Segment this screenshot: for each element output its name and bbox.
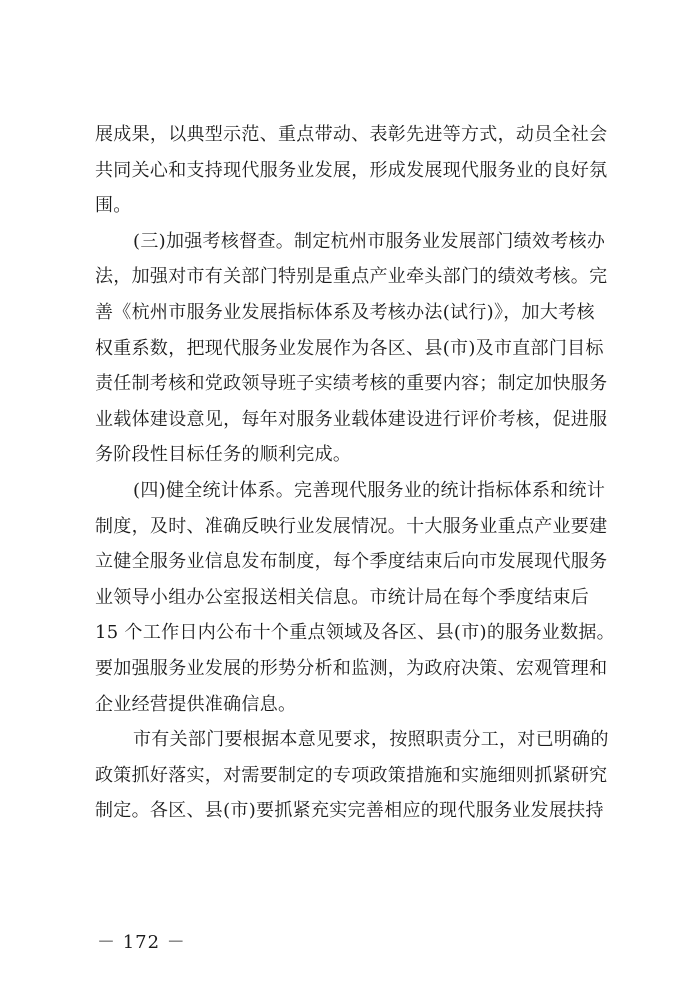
text-line: 共同关心和支持现代服务业发展，形成发展现代服务业的良好氛 — [95, 159, 608, 181]
section-heading-line: (四)健全统计体系。完善现代服务业的统计指标体系和统计 — [133, 479, 606, 501]
text-line: 业领导小组办公室报送相关信息。市统计局在每个季度结束后 — [95, 586, 590, 608]
text-line: 要加强服务业发展的形势分析和监测，为政府决策、宏观管理和 — [95, 657, 608, 679]
text-line: 制定。各区、县(市)要抓紧充实完善相应的现代服务业发展扶持 — [95, 800, 604, 822]
text-line: 立健全服务业信息发布制度，每个季度结束后向市发展现代服务 — [95, 551, 608, 573]
text-line: 务阶段性目标任务的顺利完成。 — [95, 444, 352, 466]
text-line: 展成果，以典型示范、重点带动、表彰先进等方式，动员全社会 — [95, 124, 608, 145]
text-line: 责任制考核和党政领导班子实绩考核的重要内容；制定加快服务 — [95, 373, 608, 395]
body-text — [95, 117, 615, 829]
text-line: 权重系数，把现代服务业发展作为各区、县(市)及市直部门目标 — [95, 337, 604, 359]
paragraph-start-line: 市有关部门要根据本意见要求，按照职责分工，对已明确的 — [133, 729, 609, 751]
text-line: 善《杭州市服务业发展指标体系及考核办法(试行)》，加大考核 — [95, 301, 595, 323]
text-line: 业载体建设意见，每年对服务业载体建设进行评价考核，促进服 — [95, 408, 608, 430]
text-line: 企业经营提供准确信息。 — [95, 693, 297, 715]
text-line: 15 个工作日内公布十个重点领域及各区、县(市)的服务业数据。 — [95, 622, 615, 644]
text-line: 制度，及时、准确反映行业发展情况。十大服务业重点产业要建 — [95, 515, 608, 537]
text-line: 法，加强对市有关部门特别是重点产业牵头部门的绩效考核。完 — [95, 266, 608, 288]
text-line: 政策抓好落实，对需要制定的专项政策措施和实施细则抓紧研究 — [95, 764, 608, 786]
text-line: 围。 — [95, 195, 132, 217]
section-heading-line: (三)加强考核督查。制定杭州市服务业发展部门绩效考核办 — [133, 230, 606, 252]
page-number: － 172 － — [97, 932, 186, 953]
